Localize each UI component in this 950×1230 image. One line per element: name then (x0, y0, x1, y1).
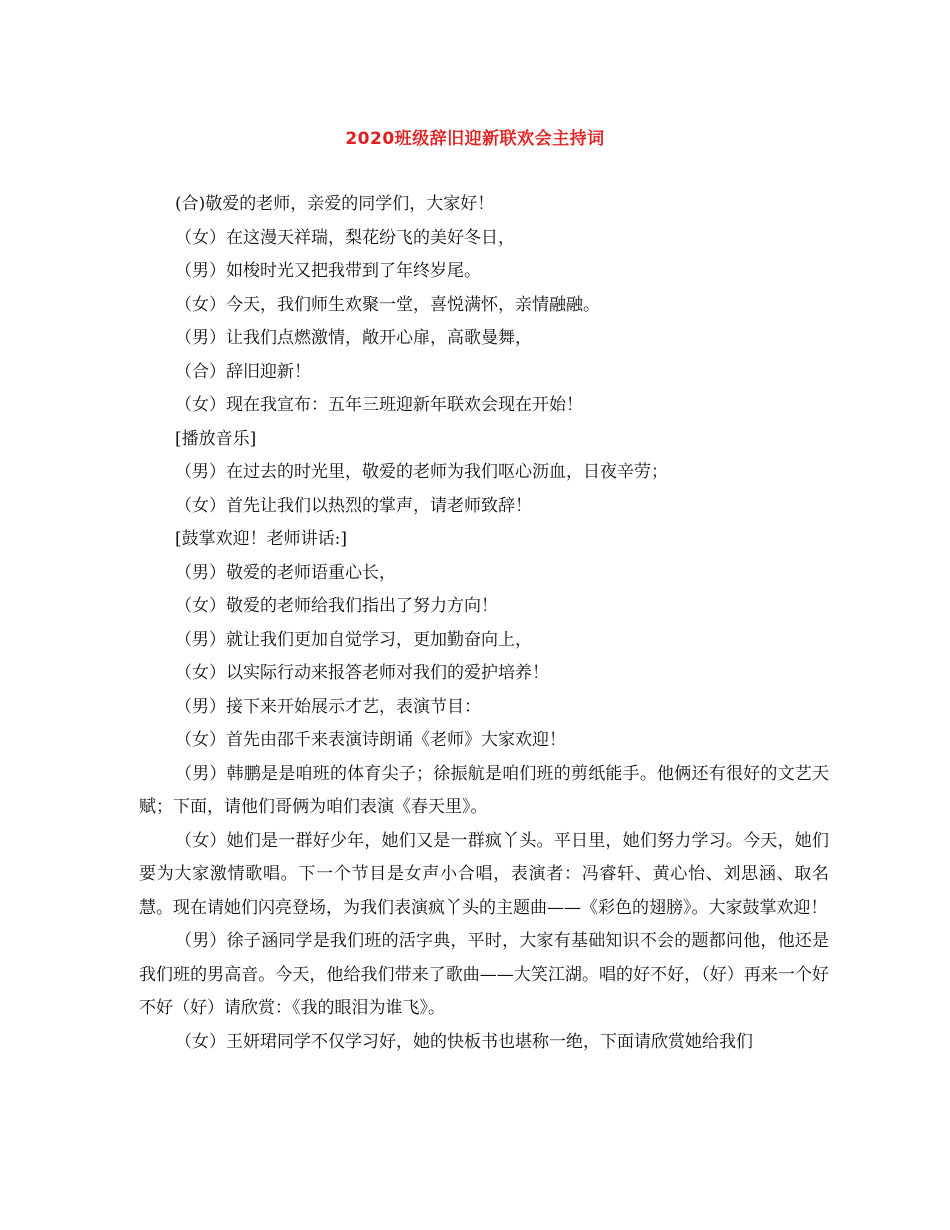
script-paragraph: （男）徐子涵同学是我们班的活字典，平时，大家有基础知识不会的题都问他，他还是我们班的男高音。今天，他给我们带来了歌曲——大笑江湖。唱的好不好，（好）再来一个好不好（好）请欣赏：《我的眼泪为谁飞》。 (139, 931, 829, 1018)
script-line: （女）敬爱的老师给我们指出了努力方向！ (175, 596, 498, 616)
script-line: （女）现在我宣布：五年三班迎新年联欢会现在开始！ (175, 395, 583, 415)
stage-direction: [播放音乐] (175, 428, 257, 449)
script-paragraph: （男）韩鹏是是咱班的体育尖子；徐振航是咱们班的剪纸能手。他俩还有很好的文艺天赋；下面，请他们哥俩为咱们表演《春天里》。 (139, 763, 829, 817)
script-line: （男）接下来开始展示才艺，表演节目： (175, 696, 481, 717)
script-line: （女）首先让我们以热烈的掌声，请老师致辞！ (175, 495, 532, 516)
script-line: (合)敬爱的老师，亲爱的同学们，大家好！ (175, 194, 495, 214)
script-line: （男）敬爱的老师语重心长， (175, 562, 396, 583)
stage-direction: [鼓掌欢迎！老师讲话:] (175, 529, 347, 549)
script-line: （男）如梭时光又把我带到了年终岁尾。 (175, 261, 481, 281)
script-line: （男）在过去的时光里，敬爱的老师为我们呕心沥血，日夜辛劳； (175, 462, 668, 482)
script-line: （男）让我们点燃激情，敞开心扉，高歌曼舞， (175, 328, 532, 348)
script-line: （女）今天，我们师生欢聚一堂，喜悦满怀，亲情融融。 (175, 294, 600, 315)
document-body (139, 188, 829, 1059)
document-title: 2020班级辞旧迎新联欢会主持词 (345, 129, 605, 149)
script-line: （合）辞旧迎新！ (175, 361, 311, 382)
script-line: （女）在这漫天祥瑞，梨花纷飞的美好冬日， (175, 227, 515, 248)
script-paragraph: （女）她们是一群好少年，她们又是一群疯丫头。平日里，她们努力学习。今天，她们要为大家激情歌唱。下一个节目是女声小合唱，表演者：冯睿轩、黄心怡、刘思涵、取名慧。现在请她们闪亮登场，为我们表演疯丫头的主题曲——《彩色的翅膀》。大家鼓掌欢迎！ (139, 830, 829, 918)
script-line: （女）以实际行动来报答老师对我们的爱护培养！ (175, 663, 549, 683)
script-line: （男）就让我们更加自觉学习，更加勤奋向上， (175, 629, 532, 650)
script-paragraph: （女）王妍珺同学不仅学习好，她的快板书也堪称一绝，下面请欣赏她给我们 (175, 1031, 753, 1052)
script-line: （女）首先由邵千来表演诗朗诵《老师》大家欢迎！ (175, 730, 566, 750)
